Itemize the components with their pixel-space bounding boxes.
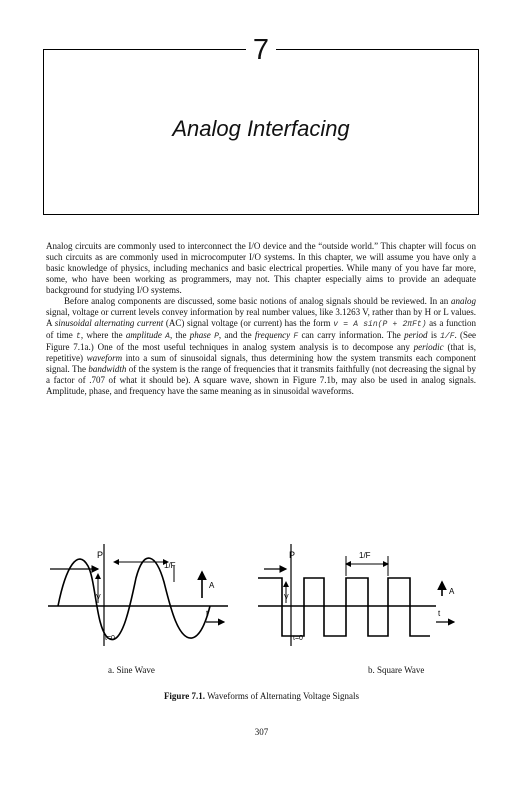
t-zero-label-a: t=0 xyxy=(105,635,115,642)
chapter-number: 7 xyxy=(246,35,276,65)
caption-sine: a. Sine Wave xyxy=(108,665,155,675)
caption-square: b. Square Wave xyxy=(368,665,425,675)
amplitude-label-a: A xyxy=(209,581,215,590)
voltage-label-a: V xyxy=(96,594,101,601)
voltage-label-b: V xyxy=(284,594,289,601)
amplitude-label-b: A xyxy=(449,587,455,596)
body-text xyxy=(46,241,476,397)
phase-label-b: P xyxy=(289,550,296,560)
time-label-a: t xyxy=(206,609,209,618)
period-label-a: 1/F xyxy=(164,561,176,570)
t-zero-label-b: t=0 xyxy=(293,635,303,642)
page-number: 307 xyxy=(254,727,269,737)
phase-label-a: P xyxy=(97,550,104,560)
paragraph-2: Before analog components are discussed, some basic notions of analog signals should be reviewed. In an analog signal, voltage or current levels convey information by real number values, like 3.1263 V, rather than by H or L values. A sinusoidal alternating current (AC) signal voltage (or current) has the form v = A sin(P + 2πFt) as a function of time t, where the amplitude A, the phase P, and the frequency F can carry information. The period is 1/F. (See Figure 7.1a.) One of the most useful techniques in analog system analysis is to decompose any periodic (that is, repetitive) waveform into a sum of sinusoidal signals, thus determining how the system transmits each component signal. The bandwidth of the system is the range of frequencies that it transmits faithfully (not decreasing the signal by a factor of .707 of what it should be). A square wave, shown in Figure 7.1b, may also be used in analog signals. Amplitude, phase, and frequency have the same meaning as in sinusoidal waveforms. xyxy=(46,296,477,396)
time-label-b: t xyxy=(438,609,441,618)
sine-wave-diagram xyxy=(48,544,228,646)
square-wave-diagram xyxy=(258,544,455,646)
waveform-figure xyxy=(46,536,476,651)
paragraph-1: Analog circuits are commonly used to interconnect the I/O device and the “outside world.” This chapter will focus on such circuits as are commonly used in microcomputer I/O systems. In this chapter, we will assume you have only a basic knowledge of physics, including mechanics and basic electrical properties. While many of you have far more, some, who have been working as programmers, may not. This chapter especially aims to provide an adequate background for studying I/O systems. xyxy=(46,241,476,295)
figure-caption: Figure 7.1. Waveforms of Alternating Voltage Signals xyxy=(163,691,360,701)
period-label-b: 1/F xyxy=(359,551,371,560)
chapter-title: Analog Interfacing xyxy=(172,116,350,141)
